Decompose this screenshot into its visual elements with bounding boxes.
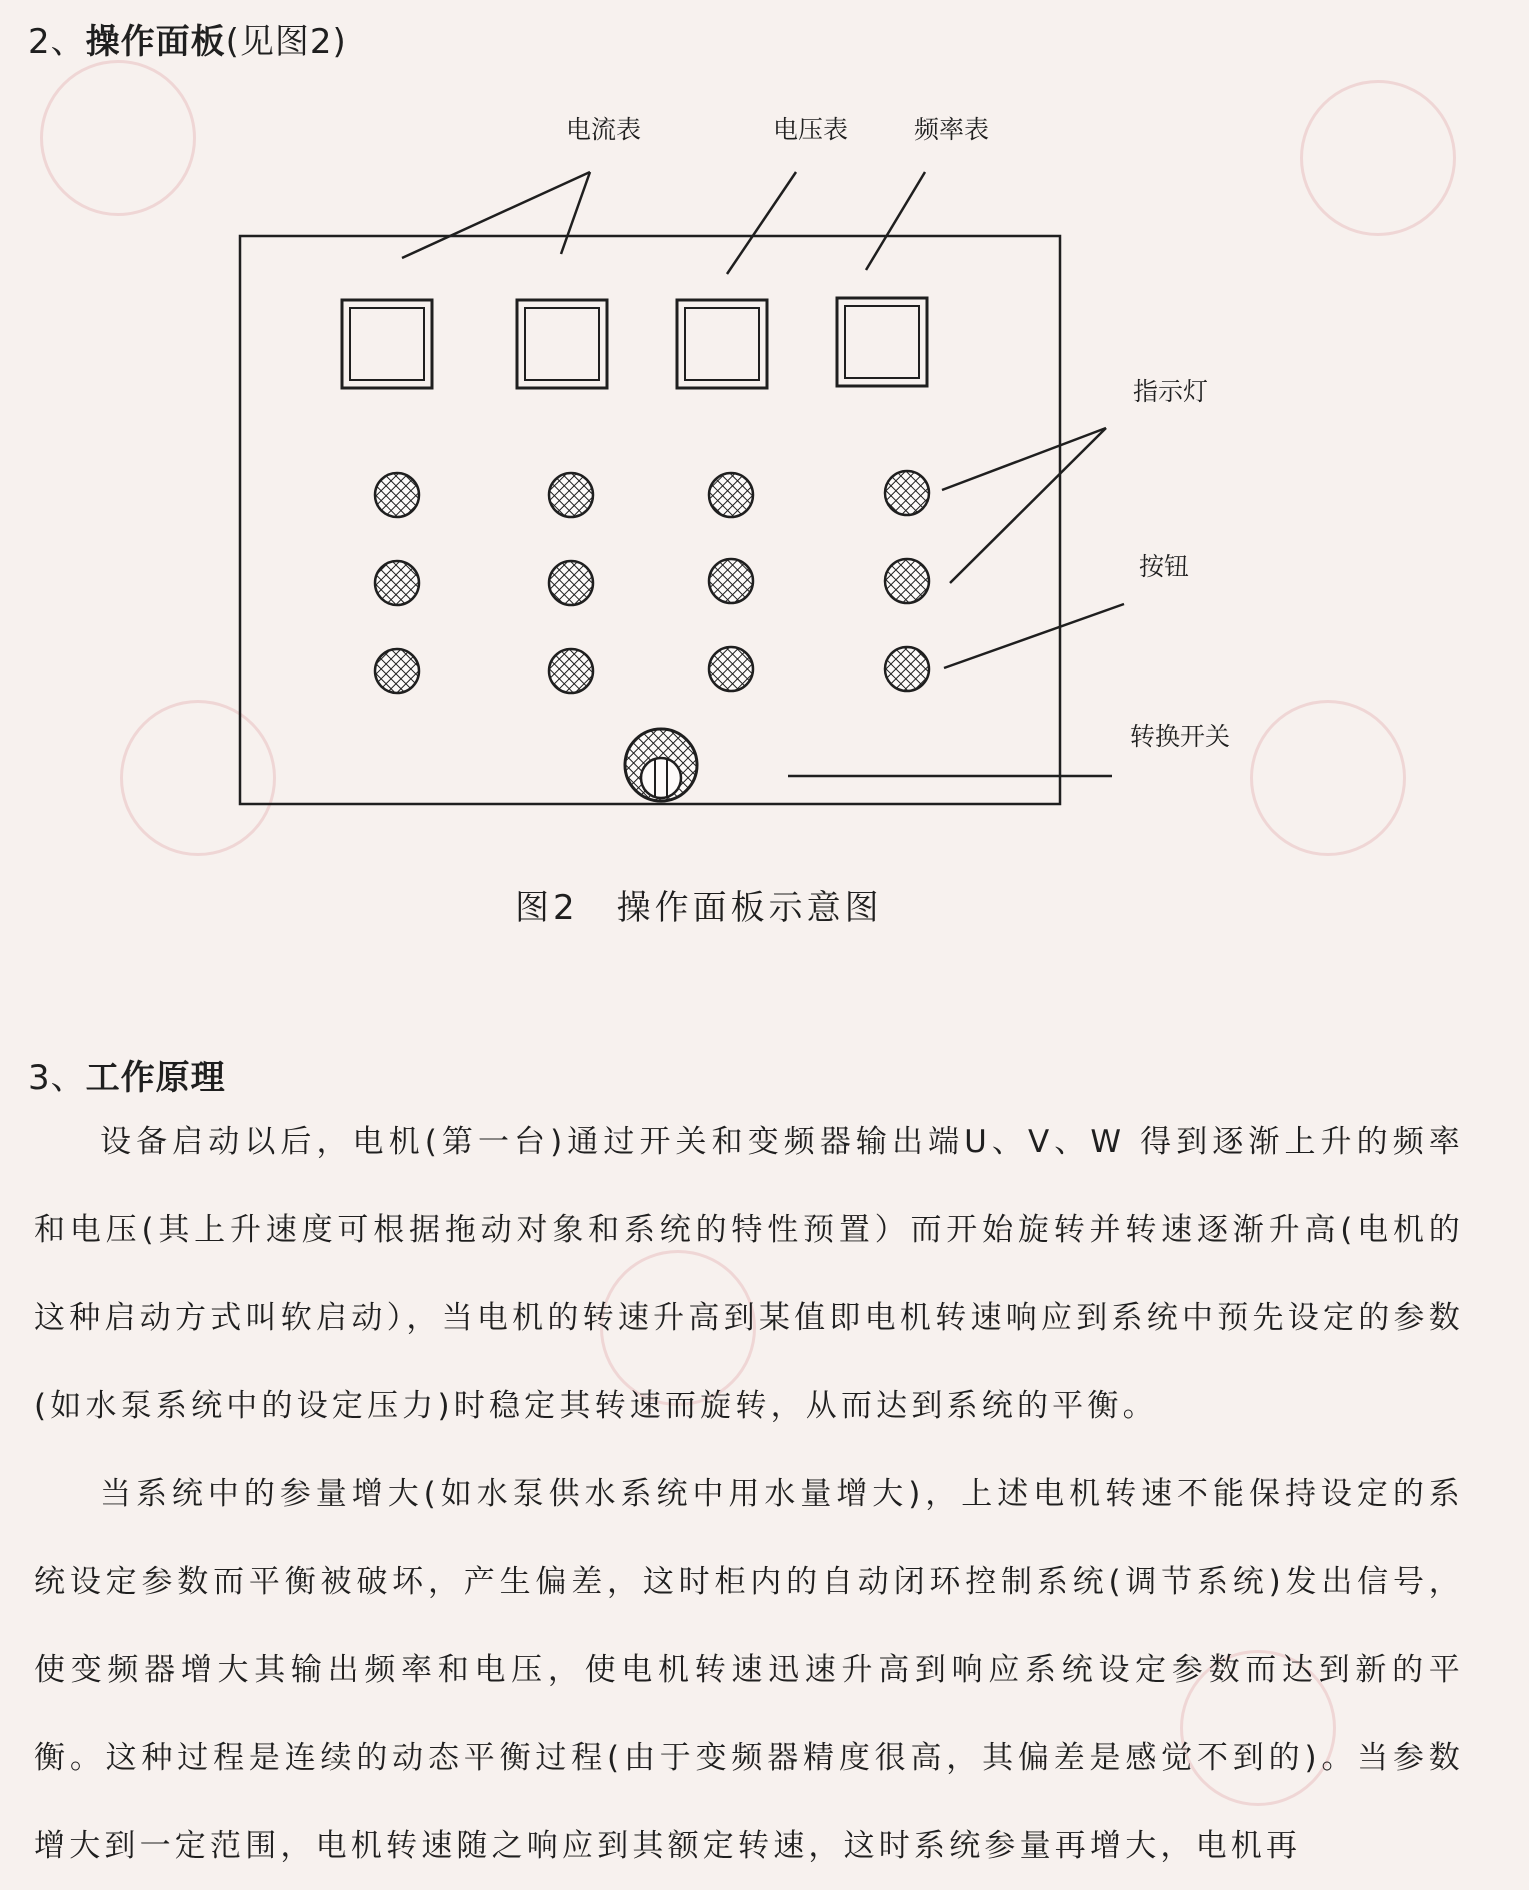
section-2-title: 操作面板 (85, 22, 226, 62)
meter-ammeter-1 (342, 300, 432, 388)
buttons-row-2 (375, 647, 929, 693)
meter-frequency (837, 298, 927, 386)
paragraph-regulation: 当系统中的参量增大(如水泵供水系统中用水量增大)，上述电机转速不能保持设定的系统设定参数而平衡被破坏，产生偏差，这时柜内的自动闭环控制系统(调节系统)发出信号，使变频器增大其输出频率和电压，使电机转速迅速升高到响应系统设定参数而达到新的平衡。这种过程是连续的动态平衡过程(由于变频器精度很高，其偏差是感觉不到的)。当参数增大到一定范围，电机转速随之响应到其额定转速，这时系统参量再增大，电机再 (34, 1476, 1464, 1864)
leader-lines (402, 172, 1124, 776)
label-frequency-meter: 频率表 (914, 115, 990, 144)
selector-switch (625, 729, 697, 801)
section-3-title: 工作原理 (85, 1058, 226, 1098)
section-3-number: 3、 (28, 1058, 86, 1098)
paragraph-startup: 设备启动以后，电机(第一台)通过开关和变频器输出端U、V、W 得到逐渐上升的频率和电压(其上升速度可根据拖动对象和系统的特性预置）而开始旋转并转速逐渐升高(电机的这种启动方式叫软启动），当电机的转速升高到某值即电机转速响应到系统中预先设定的参数(如水泵系统中的设定压力)时稳定其转速而旋转，从而达到系统的平衡。 (34, 1124, 1464, 1424)
label-indicator-light: 指示灯 (1133, 377, 1209, 406)
meter-ammeter-2 (517, 300, 607, 388)
label-ammeter: 电流表 (566, 115, 642, 144)
label-voltmeter: 电压表 (773, 115, 849, 144)
panel-outline (240, 236, 1060, 804)
section-2-ref: (见图2) (225, 22, 347, 62)
indicator-lights-row (375, 471, 929, 517)
meter-voltmeter (677, 300, 767, 388)
section-3-heading (28, 1050, 226, 1099)
section-2-number: 2、 (28, 22, 86, 62)
label-selector-switch: 转换开关 (1130, 722, 1231, 751)
label-button: 按钮 (1139, 552, 1190, 581)
buttons-row-1 (375, 559, 929, 605)
figure-caption: 图2 操作面板示意图 (515, 888, 883, 928)
